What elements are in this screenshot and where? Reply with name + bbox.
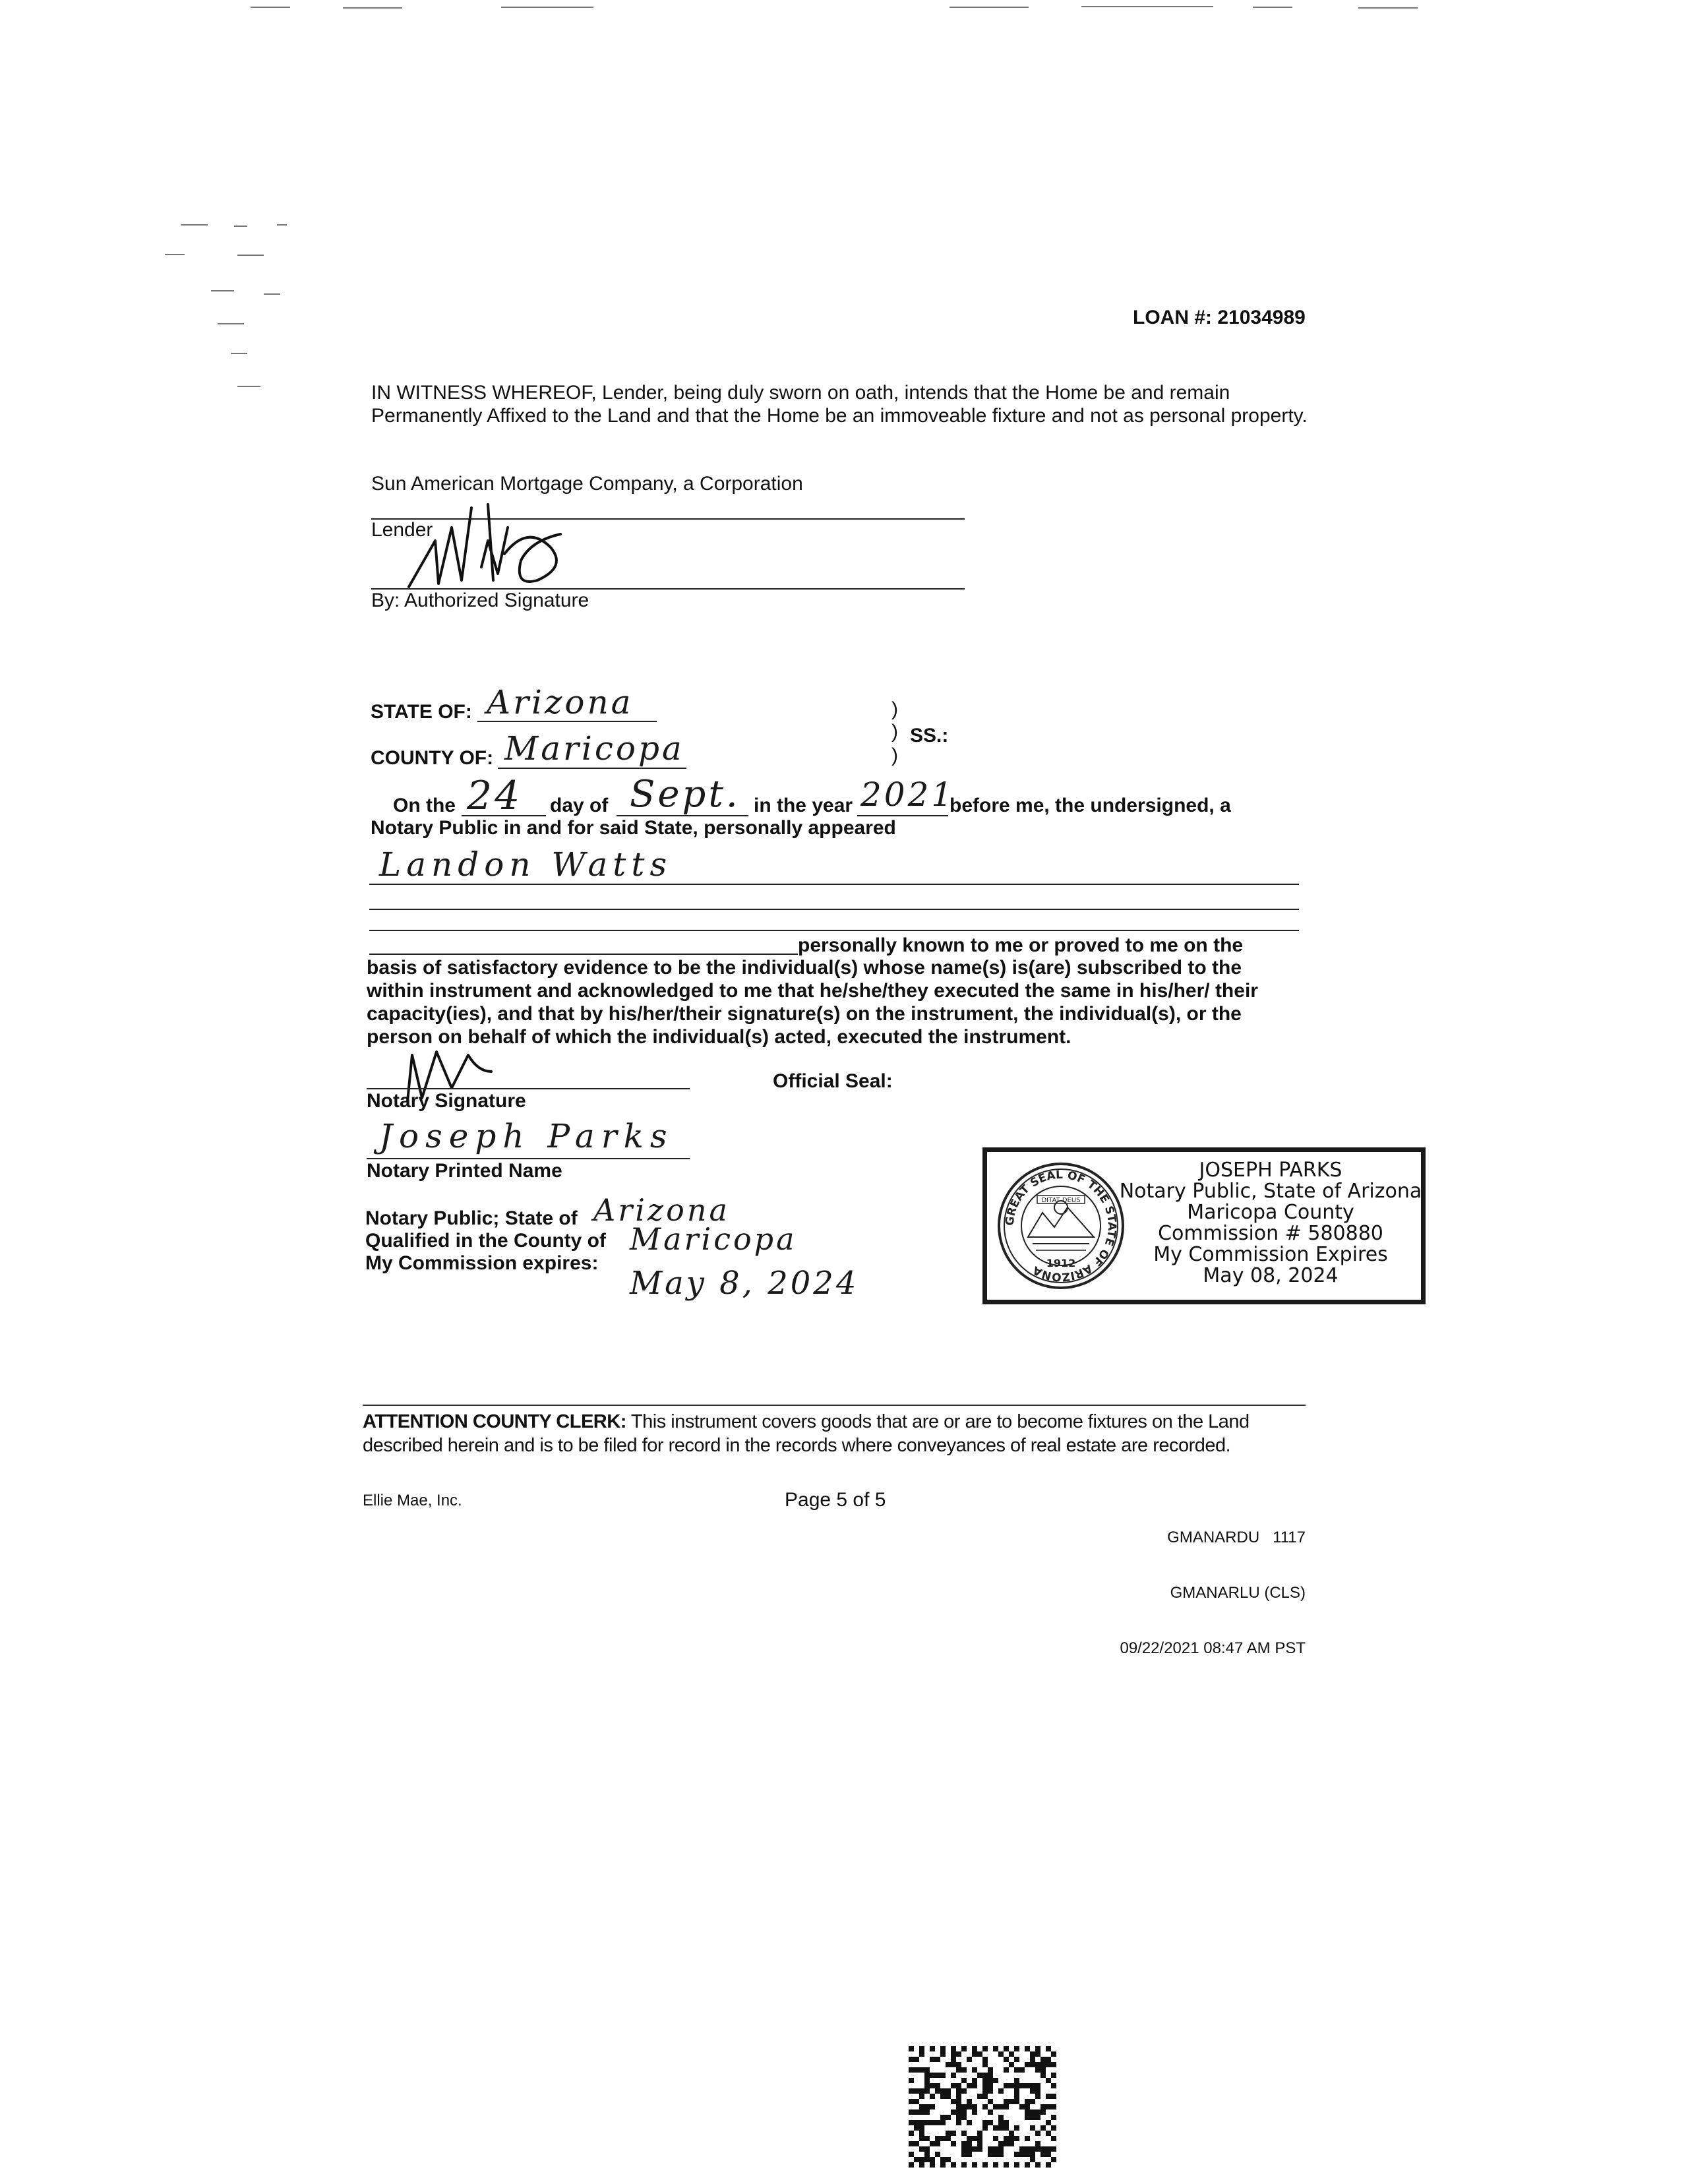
attention-label: ATTENTION COUNTY CLERK: xyxy=(363,1411,626,1432)
stamp-name: JOSEPH PARKS xyxy=(1199,1159,1342,1182)
appeared-line-2 xyxy=(369,909,1299,910)
appeared-line-4 xyxy=(369,954,798,955)
attention-rule xyxy=(363,1405,1306,1406)
acknowledgment-paragraph: basis of satisfactory evidence to be the individual(s) whose name(s) is(are) subscribed to the within instrument and acknowledged to me that he/she/they executed the same in his/her/ their capacity(ies), and that by his/her/their signature(s) on the instrument, the individual(s), or the person on behalf of which the individual(s) acted, executed the instrument. xyxy=(367,957,1258,1048)
county-of-label: COUNTY OF: xyxy=(371,747,494,769)
appeared-name: Landon Watts xyxy=(379,845,673,884)
stamp-line-4: My Commission Expires xyxy=(1153,1243,1388,1266)
footer-right xyxy=(1055,1492,1306,1676)
stamp-line-2: Maricopa County xyxy=(1187,1201,1354,1224)
lender-company: Sun American Mortgage Company, a Corporation xyxy=(371,473,803,495)
attention-block xyxy=(363,1410,1312,1457)
paren-top: ) xyxy=(891,698,898,720)
day-value: 24 xyxy=(467,773,523,819)
notary-public-line: Notary Public in and for said State, personally appeared xyxy=(371,817,896,839)
notary-expires-value: May 8, 2024 xyxy=(630,1265,859,1302)
notary-printed-name-label: Notary Printed Name xyxy=(367,1160,562,1182)
paren-bottom: ) xyxy=(891,744,898,766)
ss-label: SS.: xyxy=(910,725,949,746)
official-seal-label: Official Seal: xyxy=(773,1070,893,1092)
notary-stamp xyxy=(982,1147,1426,1304)
stamp-line-3: Commission # 580880 xyxy=(1158,1222,1383,1245)
notary-county-value: Maricopa xyxy=(630,1221,797,1257)
footer-form-code-cls: GMANARLU (CLS) xyxy=(1170,1584,1306,1602)
svg-text:1912: 1912 xyxy=(1046,1257,1076,1269)
month-value: Sept. xyxy=(630,773,740,816)
lender-signature xyxy=(389,488,587,593)
witness-paragraph: IN WITNESS WHEREOF, Lender, being duly sworn on oath, intends that the Home be and remain Permanently Affixed to the Land and that the Home be an immoveable fixture and not as personal property. xyxy=(371,382,1308,427)
notary-state-value: Arizona xyxy=(593,1192,730,1228)
notary-printed-name-value: Joseph Parks xyxy=(379,1117,674,1155)
on-the-label: On the xyxy=(393,795,456,816)
barcode-icon xyxy=(907,2044,1058,2168)
footer-form-code: GMANARDU 1117 xyxy=(1167,1529,1306,1546)
state-of-value: Arizona xyxy=(487,683,634,721)
appeared-line-1 xyxy=(369,884,1299,885)
in-the-year-label: in the year xyxy=(754,795,853,816)
stamp-line-5: May 08, 2024 xyxy=(1203,1264,1339,1287)
before-me-text: before me, the undersigned, a xyxy=(950,795,1231,816)
page-number: Page 5 of 5 xyxy=(785,1489,886,1511)
state-of-label: STATE OF: xyxy=(371,701,472,723)
notary-expires-label: My Commission expires: xyxy=(365,1252,599,1274)
arizona-seal-icon xyxy=(996,1161,1126,1290)
notary-state-label: Notary Public; State of xyxy=(365,1207,578,1229)
stamp-line-1: Notary Public, State of Arizona xyxy=(1119,1180,1422,1203)
lender-label: Lender xyxy=(371,519,433,541)
paren-middle: ) xyxy=(891,721,898,743)
footer-left: Ellie Mae, Inc. xyxy=(363,1492,462,1509)
county-of-line xyxy=(498,768,686,769)
notary-county-label: Qualified in the County of xyxy=(365,1230,606,1252)
svg-text:GREAT SEAL OF THE STATE OF ARI: GREAT SEAL OF THE STATE OF ARIZONA xyxy=(1003,1168,1119,1284)
appeared-line-3 xyxy=(369,930,1299,931)
year-value: 2021 xyxy=(860,775,955,814)
notary-signature-label: Notary Signature xyxy=(367,1090,526,1112)
loan-number: LOAN #: 21034989 xyxy=(1133,307,1306,328)
personally-known-text: personally known to me or proved to me on the xyxy=(798,934,1244,956)
county-of-value: Maricopa xyxy=(504,729,684,768)
attention-text: This instrument covers goods that are or are to become fixtures on the Land described herein and is to be filed for record in the records where conveyances of real estate are recorded. xyxy=(363,1411,1250,1456)
svg-text:DITAT DEUS: DITAT DEUS xyxy=(1041,1197,1081,1204)
day-of-label: day of xyxy=(550,795,609,816)
authorized-signature-label: By: Authorized Signature xyxy=(371,590,589,611)
footer-timestamp: 09/22/2021 08:47 AM PST xyxy=(1120,1639,1306,1657)
